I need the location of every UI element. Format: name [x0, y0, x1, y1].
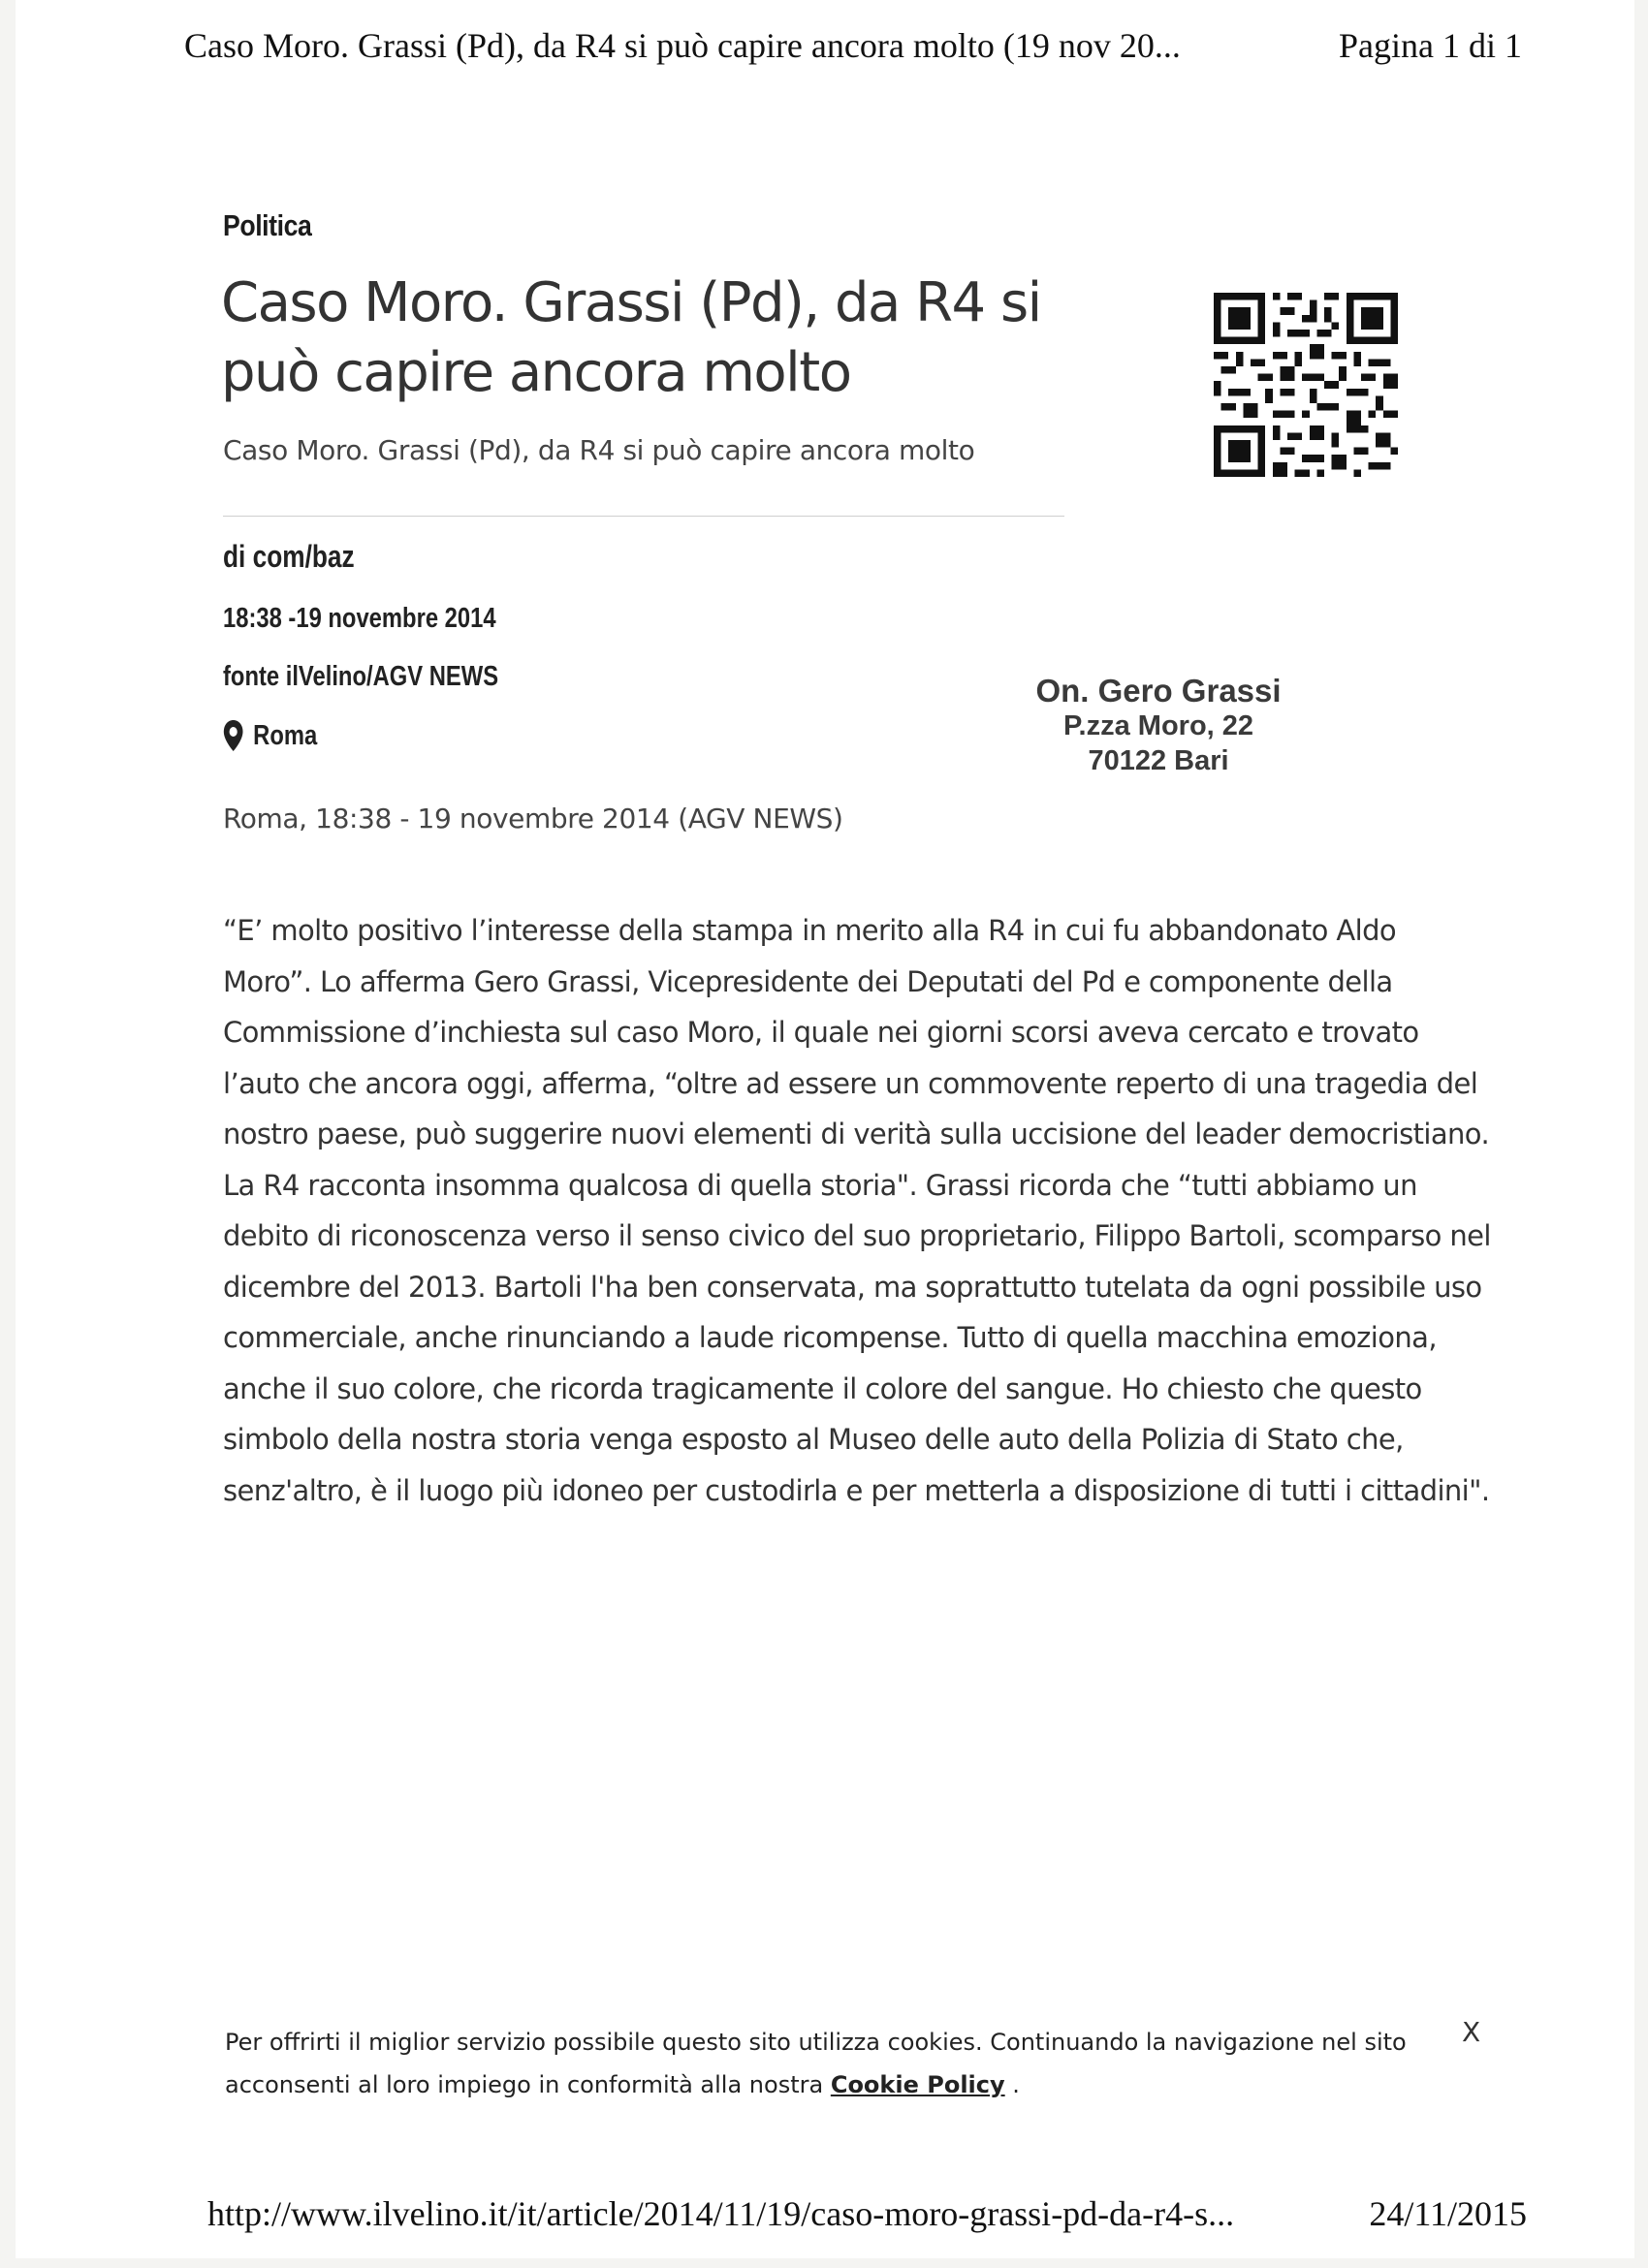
divider [223, 516, 1064, 517]
print-header-title: Caso Moro. Grassi (Pd), da R4 si può capire ancora molto (19 nov 20... [184, 26, 1181, 65]
article-source: fonte ilVelino/AGV NEWS [223, 661, 499, 692]
stamp-city: 70122 Bari [1088, 745, 1229, 776]
cookie-banner-text: Per offrirti il miglior servizio possibile questo sito utilizza cookies. Continuando la navigazione nel sito acconsenti al loro impiego in conformità alla nostra [225, 2029, 1407, 2098]
print-footer-url: http://www.ilvelino.it/it/article/2014/11/19/caso-moro-grassi-pd-da-r4-s... [207, 2194, 1235, 2233]
cookie-banner-suffix: . [1004, 2071, 1020, 2098]
article-dateline: Roma, 18:38 - 19 novembre 2014 (AGV NEWS) [223, 803, 843, 835]
article-category[interactable]: Politica [223, 208, 312, 242]
stamp-name: On. Gero Grassi [1035, 673, 1282, 709]
article-location-label: Roma [253, 719, 318, 751]
cookie-policy-link[interactable]: Cookie Policy [830, 2071, 1005, 2098]
print-footer [207, 2193, 1527, 2234]
print-header-page: Pagina 1 di 1 [1339, 26, 1522, 65]
cookie-close-button[interactable]: X [1462, 2016, 1481, 2048]
article-body: “E’ molto positivo l’interesse della stampa in merito alla R4 in cui fu abbandonato Aldo Moro”. Lo afferma Gero Grassi, Vicepresidente dei Deputati del Pd e componente della Commissione d’inchiesta sul caso Moro, il quale nei giorni scorsi aveva cercato e trovato l’auto che ancora oggi, afferma, “oltre ad essere un commovente reperto di una tragedia del nostro paese, può suggerire nuovi elementi di verità sulla uccisione del leader democristiano. La R4 racconta insomma qualcosa di quella storia". Grassi ricorda che “tutti abbiamo un debito di riconoscenza verso il senso civico del suo proprietario, Filippo Bartoli, scomparso nel dicembre del 2013. Bartoli l'ha ben conservata, ma soprattutto tutelata da ogni possibile uso commerciale, anche rinunciando a laude ricompense. Tutto di quella macchina emoziona, anche il suo colore, che ricorda tragicamente il colore del sangue. Ho chiesto che questo simbolo della nostra storia venga esposto al Museo delle auto della Polizia di Stato che, senz'altro, è il luogo più idoneo per custodirla e per metterla a disposizione di tutti i cittadini". [223, 914, 1491, 1507]
stamp-street: P.zza Moro, 22 [1062, 710, 1254, 741]
article-location [223, 719, 317, 752]
article-date: 18:38 -19 novembre 2014 [223, 603, 496, 634]
cookie-banner [225, 2021, 1446, 2106]
print-footer-date: 24/11/2015 [1369, 2194, 1527, 2233]
address-stamp [1018, 674, 1299, 778]
qr-code-icon [1214, 293, 1398, 477]
article-title: Caso Moro. Grassi (Pd), da R4 si può capire ancora molto [221, 271, 1041, 404]
article-author: di com/baz [223, 539, 355, 574]
article-subtitle: Caso Moro. Grassi (Pd), da R4 si può capire ancora molto [223, 434, 975, 466]
print-header [184, 25, 1522, 66]
map-pin-icon [223, 719, 243, 752]
